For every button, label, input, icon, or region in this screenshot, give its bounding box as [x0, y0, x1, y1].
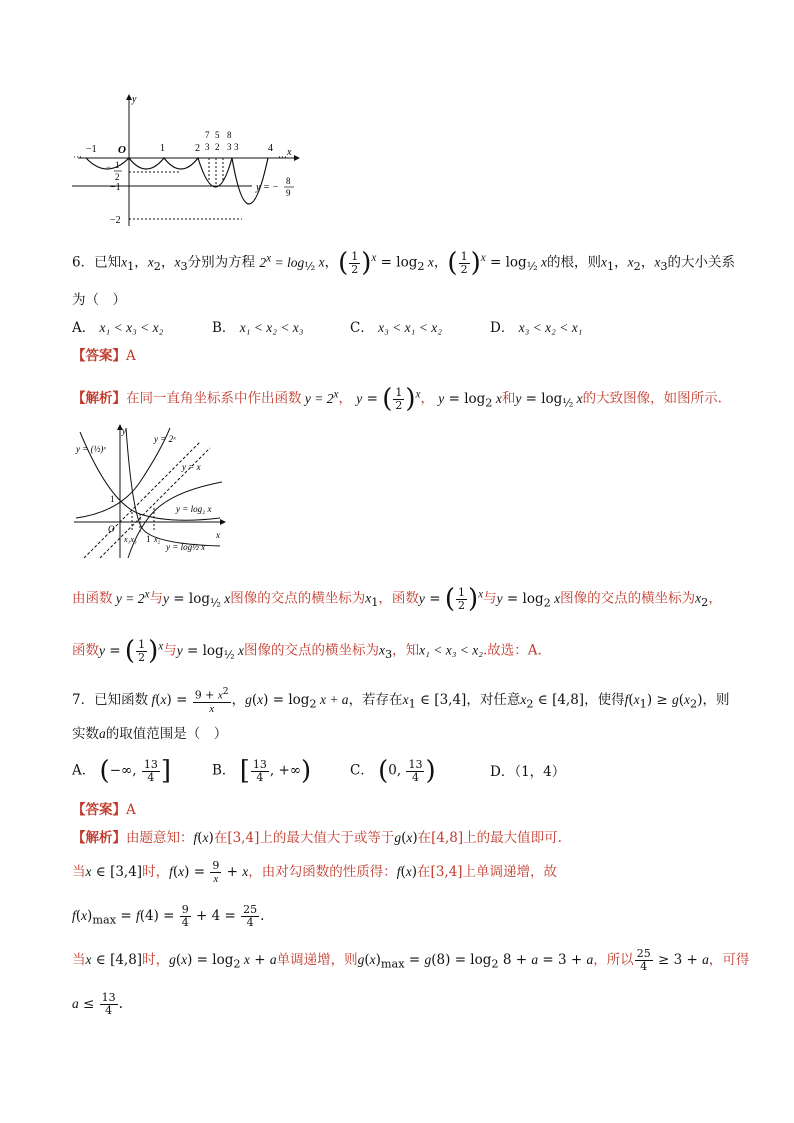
- graph1-dots-right: ···: [278, 152, 287, 162]
- q7-number: 7．: [72, 691, 95, 708]
- q7-analysis-line1: 【解析】由题意知：f(x)在[3,4]上的最大值大于或等于g(x)在[4,8]上的最大值即可.: [72, 830, 562, 846]
- graph2-label-half-exp: y = (½)ˣ: [76, 444, 106, 454]
- q6-answer-value: A: [126, 348, 136, 364]
- graph2-label-yx: y = x: [182, 462, 201, 472]
- graph1-label-neg1: −1: [86, 144, 97, 155]
- graph1-label-origin: O: [118, 144, 126, 156]
- q7-answer: 【答案】A: [72, 802, 136, 818]
- graph2-label-1y: 1: [110, 494, 115, 504]
- q6-option-c[interactable]: C． x₃ < x₁ < x₂: [350, 320, 442, 336]
- graph-piecewise: [72, 92, 302, 230]
- q7-stem-line1: 7．已知函数 f(x) = $\frac{9 + x^2}{x}$ ，$g(x) = \log_2 x + a$，若存在$x_1$ ∈ [3,4]，对任意$x_2$ ∈ [4,8]，使得$f(x_1) \ge g(x_2)$，则: [72, 686, 730, 715]
- graph1-ylabel-neg1: −1: [110, 182, 121, 193]
- graph1-ylabel-half-den: 2: [115, 172, 120, 182]
- graph1-label-2: 2: [195, 143, 200, 154]
- graph1-x-axis-label: x: [287, 147, 292, 158]
- q6-answer-tag: 【答案】: [72, 348, 126, 364]
- graph2-label-2x: y = 2ˣ: [154, 434, 176, 444]
- graph1-ylabel-half-num: 1: [115, 160, 120, 170]
- graph1-y-axis-label: y: [132, 94, 137, 105]
- graph2-label-x1x3: x₁x₃: [124, 535, 137, 544]
- graph1-label-1: 1: [160, 143, 165, 154]
- q6-text-d: 的大小关系: [667, 254, 735, 271]
- graph1-dots-left: ···: [73, 152, 82, 162]
- q6-number: 6．: [72, 254, 95, 271]
- q7-option-d[interactable]: D．（1，4）: [490, 764, 566, 780]
- graph1-ylabel-sign: −: [106, 162, 112, 172]
- q7-analysis-line3: $f(x)_{max} = f(4)$ = $\frac{9}{4}$ + 4 = $\frac{25}{4}$ .: [72, 903, 265, 929]
- graph1-line-frac-den: 9: [286, 188, 291, 198]
- graph2-label-1x: 1: [146, 534, 151, 544]
- q7-option-a[interactable]: A． (−∞, $\frac{13}{4}$ ]: [72, 756, 171, 786]
- q6-stem-line1: 6．已知$x_1$，$x_2$，$x_3$分别为方程 $2^x = \log_{\frac{1}{2}} x$，( $\frac{1}{2}$ )$^x = \log_2 x$，( $\frac{1}{2}$ )$^x = \log_{\frac{1}{2}} x$的根，则$x_1$，$x_2$，$x_3$的大小关系: [72, 248, 735, 278]
- graph1-ylabel-neg2: −2: [110, 215, 121, 226]
- graph1-line-label: y = −: [256, 182, 279, 193]
- graph1-label-5-2-den: 2: [215, 142, 220, 152]
- graph2-label-loghalf: y = log½ x: [166, 542, 206, 552]
- graph1-label-8-3-den: 3: [227, 142, 232, 152]
- graph2-y-axis-label: y: [122, 426, 126, 436]
- q6-stem-line2: 为（ ）: [72, 292, 126, 308]
- q6-text-c: 的根，则: [546, 254, 601, 271]
- graph1-label-7-3-num: 7: [205, 130, 210, 140]
- graph2-label-log2: y = log₂ x: [176, 504, 212, 514]
- graph1-line-frac-num: 8: [286, 176, 291, 186]
- q7-option-b[interactable]: B． [ $\frac{13}{4}$ , +∞): [212, 756, 312, 786]
- graph1-label-8-3-num: 8: [227, 130, 232, 140]
- q7-analysis-line5: a ≤ $\frac{13}{4}$ .: [72, 991, 123, 1017]
- q6-answer: [72, 346, 136, 366]
- q6-option-a[interactable]: A． x₁ < x₃ < x₂: [72, 320, 164, 336]
- q7-analysis-line4: 当x ∈ [4,8]时，$g(x) = \log_2 x + a$单调递增，则$g(x)_{max} = g(8) = \log_2 8 + a = 3 + a$，所以 $\frac{25}{4}$ ≥ 3 + a，可得: [72, 947, 750, 973]
- q7-stem-line2: 实数a的取值范围是（ ）: [72, 726, 228, 742]
- q6-text-b: 分别为方程: [187, 254, 256, 271]
- q6-option-d[interactable]: D． x₃ < x₂ < x₁: [490, 320, 583, 336]
- q6-analysis-line2: 由函数 $y = 2^x$与$y = \log_{\frac{1}{2}} x$图像的交点的横坐标为$x_1$，函数y = ( $\frac{1}{2}$ )$^x$与$y = \log_2 x$图像的交点的横坐标为$x_2$，: [72, 584, 722, 614]
- q6-analysis-line3: 函数y = ( $\frac{1}{2}$ )$^x$与$y = \log_{\frac{1}{2}} x$图像的交点的横坐标为$x_3$，知x₁ < x₃ < x₂.故选：A.: [72, 636, 542, 666]
- q6-text-a: 已知: [94, 254, 122, 271]
- q6-analysis-line1: 【解析】在同一直角坐标系中作出函数 $y = 2^x$， y = ( $\frac{1}{2}$ )$^x$， $y = \log_2 x$和$y = \log_{\frac{1}{2}} x$的大致图像，如图所示.: [72, 384, 722, 414]
- graph-exp-log: [70, 422, 230, 562]
- graph2-x-axis-label: x: [216, 530, 220, 540]
- graph2-label-x2: x₂: [154, 535, 161, 544]
- graph2-label-origin: O: [108, 524, 115, 534]
- graph1-label-4: 4: [268, 143, 273, 154]
- q7-analysis-line2: 当x ∈ [3,4]时，f(x) = $\frac{9}{x}$ + x，由对勾函数的性质得：f(x)在[3,4]上单调递增，故: [72, 859, 558, 885]
- graph1-label-5-2-num: 5: [215, 130, 220, 140]
- graph1-label-3: 3: [234, 142, 239, 152]
- q6-option-b[interactable]: B． x₁ < x₂ < x₃: [212, 320, 304, 336]
- q7-option-c[interactable]: C． (0, $\frac{13}{4}$ ): [350, 756, 436, 786]
- graph1-label-7-3-den: 3: [205, 142, 210, 152]
